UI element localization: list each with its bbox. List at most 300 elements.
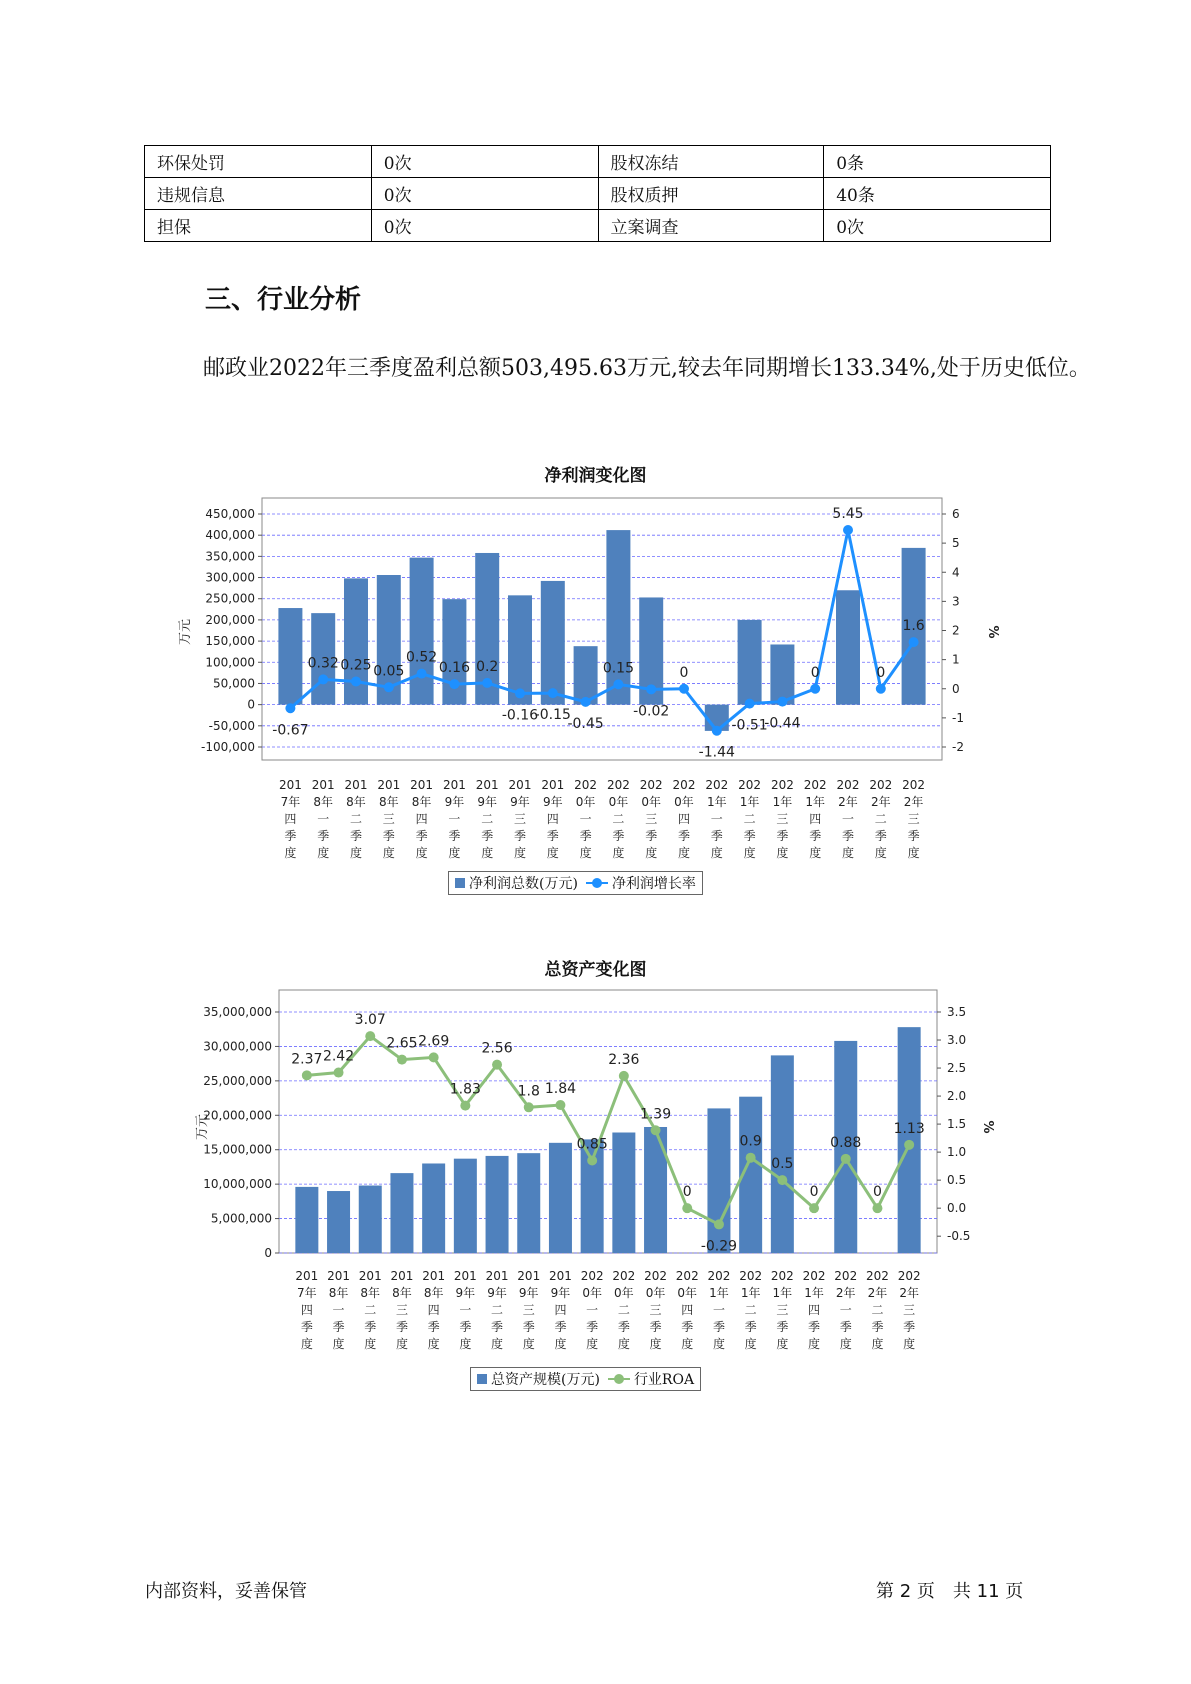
x-tick-label: 9年: [518, 1286, 539, 1300]
x-tick-label: 季: [317, 829, 330, 843]
y-tick-label: 400,000: [205, 528, 255, 543]
data-label: 0.05: [373, 663, 405, 680]
data-label: -0.15: [534, 707, 571, 724]
y-tick-label: 0: [264, 1246, 272, 1260]
y2-tick-label: 3.0: [947, 1033, 967, 1048]
x-tick-label: 201: [278, 778, 302, 792]
bar: [327, 1191, 350, 1253]
line-point: [581, 697, 591, 707]
x-tick-label: 8年: [411, 795, 432, 809]
x-tick-label: 度: [349, 846, 363, 860]
assets-chart-title: 总资产变化图: [544, 960, 647, 980]
x-tick-label: 201: [517, 1269, 541, 1283]
data-label: 0.88: [830, 1134, 862, 1151]
x-tick-label: 季: [907, 829, 920, 843]
x-tick-label: 8年: [360, 1286, 381, 1300]
x-tick-label: 0年: [677, 1286, 698, 1300]
x-tick-label: 季: [522, 1320, 535, 1334]
bar: [771, 1055, 794, 1253]
x-tick-label: 8年: [346, 795, 366, 809]
y-tick-label: 350,000: [205, 549, 255, 564]
data-label: 1.8: [517, 1083, 540, 1100]
y2-tick-label: 0.5: [947, 1173, 967, 1188]
table-cell: 0次: [371, 146, 598, 178]
x-tick-label: 1年: [772, 1286, 793, 1300]
x-tick-label: 度: [513, 846, 527, 860]
x-tick-label: 201: [410, 778, 434, 792]
x-tick-label: 度: [776, 846, 789, 860]
x-tick-label: 季: [382, 829, 395, 843]
line-point: [555, 1100, 565, 1110]
line-point: [777, 697, 787, 707]
x-tick-label: 1年: [740, 1286, 761, 1300]
bar: [278, 608, 302, 705]
x-tick-label: 季: [513, 829, 527, 843]
bar: [410, 558, 434, 705]
y2-tick-label: -1: [952, 710, 964, 725]
data-label: -0.44: [764, 715, 801, 732]
table-cell: 立案调查: [598, 210, 824, 242]
x-tick-label: 9年: [550, 1286, 571, 1300]
data-label: 2.65: [386, 1035, 418, 1052]
x-tick-label: 2年: [838, 795, 858, 809]
table-row: [145, 178, 1051, 210]
bar: [359, 1186, 382, 1253]
x-tick-label: 二: [481, 812, 494, 826]
bar: [612, 1133, 635, 1254]
data-label: 1.39: [639, 1106, 672, 1123]
x-tick-label: 季: [332, 1320, 345, 1334]
y-tick-label: 300,000: [205, 570, 255, 585]
x-tick-label: 三: [776, 812, 789, 826]
x-tick-label: 四: [554, 1303, 567, 1317]
line-point: [872, 1203, 882, 1213]
data-label: -1.44: [698, 744, 735, 761]
x-tick-label: 202: [580, 1269, 604, 1283]
x-tick-label: 度: [612, 846, 625, 860]
bar: [508, 595, 532, 704]
line-point: [904, 1140, 914, 1150]
y-tick-label: 20,000,000: [203, 1108, 272, 1123]
profit-chart-legend: [448, 871, 703, 895]
y2-tick-label: 1.5: [947, 1117, 967, 1132]
section-title: 三、行业分析: [205, 285, 362, 315]
y-tick-label: 15,000,000: [203, 1142, 272, 1157]
x-tick-label: 202: [574, 778, 598, 792]
data-label: 1.13: [893, 1120, 925, 1137]
line-point: [777, 1175, 787, 1185]
data-label: 1.6: [902, 618, 925, 635]
table-row: [145, 146, 1051, 178]
x-tick-label: 季: [546, 829, 559, 843]
x-tick-label: 二: [743, 812, 756, 826]
y2-tick-label: 1: [952, 652, 960, 667]
x-tick-label: 2年: [903, 795, 924, 809]
x-tick-label: 季: [903, 1320, 916, 1334]
x-tick-label: 度: [712, 1337, 725, 1351]
x-tick-label: 四: [415, 812, 428, 826]
x-tick-label: 度: [776, 1337, 789, 1351]
table-cell: 0次: [371, 210, 598, 242]
x-tick-label: 度: [415, 846, 428, 860]
x-tick-label: 一: [317, 812, 330, 826]
x-tick-label: 度: [459, 1337, 472, 1351]
x-tick-label: 季: [649, 1320, 662, 1334]
x-tick-label: 度: [841, 846, 855, 860]
y2-axis-label: %: [980, 1120, 995, 1134]
x-tick-label: 度: [395, 1337, 408, 1351]
data-label: 0.9: [739, 1133, 762, 1150]
profit-chart-title: 净利润变化图: [544, 466, 647, 486]
x-tick-label: 三: [645, 812, 658, 826]
line-point: [587, 1156, 597, 1166]
x-tick-label: 二: [871, 1303, 884, 1317]
x-tick-label: 一: [448, 812, 461, 826]
page-number: 第 2 页 共 11 页: [876, 1581, 1024, 1602]
x-tick-label: 季: [776, 1320, 789, 1334]
risk-info-table: [144, 145, 1051, 242]
x-tick-label: 四: [546, 812, 559, 826]
x-tick-label: 201: [453, 1269, 477, 1283]
y-tick-label: 0: [247, 697, 255, 712]
x-tick-label: 202: [834, 1269, 858, 1283]
bar: [770, 644, 794, 704]
x-tick-label: 二: [617, 1303, 630, 1317]
y2-tick-label: -0.5: [947, 1229, 971, 1244]
bar: [390, 1173, 413, 1253]
profit-chart: [0, 490, 1191, 870]
x-tick-label: 0年: [582, 1286, 602, 1300]
data-label: -0.16: [501, 707, 539, 724]
x-tick-label: 度: [586, 1337, 599, 1351]
x-tick-label: 季: [448, 829, 461, 843]
bar: [454, 1159, 477, 1253]
x-tick-label: 四: [808, 1303, 821, 1317]
legend-label: 净利润增长率: [611, 876, 696, 892]
legend-line-swatch: [608, 1378, 630, 1380]
line-point: [524, 1102, 534, 1112]
bar: [738, 620, 762, 705]
x-tick-label: 季: [712, 1320, 725, 1334]
x-tick-label: 202: [612, 1269, 636, 1283]
table-cell: 0条: [824, 146, 1051, 178]
x-tick-label: 202: [902, 778, 926, 792]
x-tick-label: 7年: [297, 1286, 317, 1300]
data-label: 2.36: [608, 1051, 640, 1068]
table-cell: 40条: [824, 178, 1051, 210]
data-label: 0: [809, 1184, 819, 1201]
line-point: [679, 684, 689, 694]
y-tick-label: 5,000,000: [210, 1211, 272, 1226]
x-tick-label: 201: [344, 778, 368, 792]
x-tick-label: 度: [907, 846, 920, 860]
table-cell: 股权冻结: [598, 146, 824, 178]
y-tick-label: 10,000,000: [203, 1177, 272, 1192]
data-label: 0: [872, 1184, 882, 1201]
y2-tick-label: 2: [952, 623, 960, 638]
x-tick-label: 1年: [739, 795, 760, 809]
y2-tick-label: 3: [952, 594, 960, 609]
x-tick-label: 季: [710, 829, 723, 843]
x-tick-label: 201: [422, 1269, 446, 1283]
x-tick-label: 一: [712, 1303, 725, 1317]
data-label: 0: [876, 664, 886, 681]
x-tick-label: 四: [677, 812, 691, 826]
y2-axis-label: %: [985, 625, 1000, 639]
x-tick-label: 季: [284, 829, 297, 843]
x-tick-label: 度: [744, 1337, 757, 1351]
bar: [486, 1156, 509, 1253]
x-tick-label: 季: [809, 829, 822, 843]
assets-chart: [0, 985, 1191, 1365]
x-tick-label: 二: [874, 812, 887, 826]
x-tick-label: 度: [382, 846, 395, 860]
y-tick-label: 150,000: [205, 634, 255, 649]
x-tick-label: 二: [612, 812, 625, 826]
y-tick-label: 35,000,000: [203, 1005, 272, 1019]
x-tick-label: 202: [738, 778, 762, 792]
data-label: 1.83: [449, 1081, 481, 1098]
legend-label: 净利润总数(万元): [469, 876, 578, 892]
line-point: [843, 525, 853, 535]
x-tick-label: 201: [508, 778, 532, 792]
x-tick-label: 8年: [313, 795, 334, 809]
x-tick-label: 季: [415, 829, 428, 843]
x-tick-label: 度: [579, 846, 592, 860]
x-tick-label: 度: [481, 846, 494, 860]
data-label: 1.84: [544, 1081, 577, 1098]
x-tick-label: 季: [743, 829, 756, 843]
x-tick-label: 度: [681, 1337, 694, 1351]
x-tick-label: 202: [644, 1269, 668, 1283]
x-tick-label: 202: [865, 1269, 889, 1283]
x-tick-label: 四: [300, 1303, 313, 1317]
bar: [644, 1127, 667, 1253]
data-label: -0.67: [272, 722, 309, 739]
x-tick-label: 季: [395, 1320, 408, 1334]
x-tick-label: 季: [839, 1320, 852, 1334]
data-label: 3.07: [354, 1012, 386, 1029]
x-tick-label: 度: [839, 1337, 852, 1351]
x-tick-label: 0年: [674, 795, 694, 809]
line-point: [482, 678, 492, 688]
line-point: [397, 1055, 407, 1065]
x-tick-label: 三: [522, 1303, 535, 1317]
y-tick-label: 450,000: [205, 507, 255, 521]
x-tick-label: 四: [284, 812, 297, 826]
x-tick-label: 一: [459, 1303, 472, 1317]
y-tick-label: 100,000: [205, 655, 255, 670]
x-tick-label: 一: [579, 812, 592, 826]
x-tick-label: 202: [606, 778, 630, 792]
analysis-paragraph: [146, 345, 1096, 393]
x-tick-label: 度: [427, 1337, 440, 1351]
line-point: [384, 682, 394, 692]
y-tick-label: -100,000: [201, 740, 255, 754]
data-label: 0.25: [340, 657, 372, 674]
x-tick-label: 度: [522, 1337, 535, 1351]
x-tick-label: 度: [617, 1337, 630, 1351]
x-tick-label: 度: [874, 846, 887, 860]
line-point: [302, 1070, 312, 1080]
data-label: 2.56: [481, 1040, 513, 1057]
x-tick-label: 三: [903, 1303, 916, 1317]
line-point: [651, 1125, 661, 1135]
x-tick-label: 0年: [641, 795, 662, 809]
x-tick-label: 8年: [328, 1286, 349, 1300]
x-tick-label: 季: [554, 1320, 567, 1334]
x-tick-label: 四: [809, 812, 822, 826]
x-tick-label: 一: [839, 1303, 852, 1317]
x-tick-label: 202: [836, 778, 860, 792]
x-tick-label: 季: [364, 1320, 377, 1334]
line-point: [745, 699, 755, 709]
x-tick-label: 度: [554, 1337, 567, 1351]
y2-tick-label: 4: [952, 565, 960, 580]
x-tick-label: 季: [808, 1320, 821, 1334]
x-tick-label: 季: [681, 1320, 694, 1334]
x-tick-label: 度: [284, 846, 297, 860]
x-tick-label: 度: [710, 846, 723, 860]
x-tick-label: 1年: [805, 795, 826, 809]
x-tick-label: 一: [586, 1303, 599, 1317]
x-tick-label: 二: [364, 1303, 377, 1317]
table-cell: 股权质押: [598, 178, 824, 210]
y2-tick-label: 3.5: [947, 1005, 967, 1019]
x-tick-label: 三: [776, 1303, 789, 1317]
y2-tick-label: -2: [952, 740, 964, 754]
line-point: [712, 726, 722, 736]
x-tick-label: 四: [681, 1303, 694, 1317]
x-tick-label: 0年: [575, 795, 596, 809]
data-label: 0: [682, 1184, 692, 1201]
x-tick-label: 201: [548, 1269, 572, 1283]
x-tick-label: 201: [311, 778, 335, 792]
line-point: [492, 1060, 502, 1070]
x-tick-label: 9年: [510, 795, 530, 809]
x-tick-label: 度: [677, 846, 691, 860]
x-tick-label: 202: [770, 778, 794, 792]
x-tick-label: 度: [808, 1337, 821, 1351]
x-tick-label: 度: [546, 846, 559, 860]
x-tick-label: 一: [332, 1303, 345, 1317]
x-tick-label: 度: [332, 1337, 345, 1351]
x-tick-label: 度: [649, 1337, 662, 1351]
x-tick-label: 季: [841, 829, 855, 843]
x-tick-label: 三: [649, 1303, 662, 1317]
data-label: 0.32: [307, 655, 339, 672]
x-tick-label: 9年: [455, 1286, 476, 1300]
data-label: 0.2: [476, 658, 499, 675]
x-tick-label: 201: [475, 778, 499, 792]
y-axis-label: 万元: [195, 1113, 210, 1141]
x-tick-label: 9年: [477, 795, 498, 809]
x-tick-label: 三: [907, 812, 920, 826]
x-tick-label: 三: [395, 1303, 408, 1317]
x-tick-label: 8年: [423, 1286, 444, 1300]
data-label: -0.51: [731, 717, 768, 734]
x-tick-label: 二: [491, 1303, 504, 1317]
y-tick-label: -50,000: [208, 718, 255, 733]
bar: [836, 590, 860, 704]
table-cell: 违规信息: [145, 178, 372, 210]
x-tick-label: 一: [710, 812, 723, 826]
x-tick-label: 度: [903, 1337, 916, 1351]
y2-tick-label: 2.0: [947, 1089, 967, 1104]
y2-tick-label: 0.0: [947, 1201, 967, 1216]
x-tick-label: 202: [897, 1269, 921, 1283]
x-tick-label: 0年: [608, 795, 629, 809]
bar: [541, 581, 565, 705]
x-tick-label: 201: [358, 1269, 382, 1283]
legend-bar-swatch: [477, 1374, 487, 1384]
data-label: -0.02: [633, 703, 670, 720]
x-tick-label: 202: [869, 778, 893, 792]
data-label: 0.52: [406, 649, 438, 666]
legend-label: 行业ROA: [633, 1372, 695, 1388]
x-tick-label: 201: [295, 1269, 319, 1283]
data-label: 2.37: [291, 1051, 323, 1068]
x-tick-label: 202: [672, 778, 696, 792]
line-point: [365, 1031, 375, 1041]
data-label: 0: [679, 664, 689, 681]
x-tick-label: 9年: [444, 795, 465, 809]
line-point: [646, 684, 656, 694]
data-label: 2.69: [418, 1033, 450, 1050]
data-label: 0.5: [771, 1156, 794, 1173]
x-tick-label: 201: [485, 1269, 509, 1283]
y-axis-label: 万元: [178, 618, 193, 646]
data-label: -0.29: [700, 1238, 738, 1255]
x-tick-label: 度: [491, 1337, 504, 1351]
x-tick-label: 9年: [542, 795, 563, 809]
x-tick-label: 8年: [378, 795, 399, 809]
x-tick-label: 季: [579, 829, 592, 843]
line-point: [334, 1068, 344, 1078]
line-point: [746, 1153, 756, 1163]
legend-line-swatch: [586, 882, 608, 884]
line-point: [460, 1101, 470, 1111]
x-tick-label: 201: [442, 778, 466, 792]
x-tick-label: 202: [770, 1269, 794, 1283]
line-point: [351, 676, 361, 686]
data-label: 0.85: [576, 1136, 608, 1153]
x-tick-label: 0年: [614, 1286, 634, 1300]
x-tick-label: 季: [612, 829, 625, 843]
x-tick-label: 度: [809, 846, 822, 860]
x-tick-label: 202: [802, 1269, 826, 1283]
y-tick-label: 50,000: [213, 676, 255, 691]
line-point: [449, 679, 459, 689]
line-point: [515, 688, 525, 698]
x-tick-label: 度: [871, 1337, 884, 1351]
footer-note: 内部资料，妥善保管: [145, 1581, 307, 1602]
x-tick-label: 季: [871, 1320, 884, 1334]
x-tick-label: 季: [874, 829, 887, 843]
x-tick-label: 季: [349, 829, 363, 843]
line-point: [619, 1071, 629, 1081]
line-point: [429, 1052, 439, 1062]
table-row: [145, 210, 1051, 242]
x-tick-label: 2年: [899, 1286, 919, 1300]
x-tick-label: 202: [705, 778, 729, 792]
line-point: [809, 1203, 819, 1213]
table-cell: 0次: [824, 210, 1051, 242]
bar: [422, 1163, 445, 1253]
x-tick-label: 季: [491, 1320, 504, 1334]
y2-tick-label: 6: [952, 507, 960, 521]
y2-tick-label: 1.0: [947, 1145, 967, 1160]
